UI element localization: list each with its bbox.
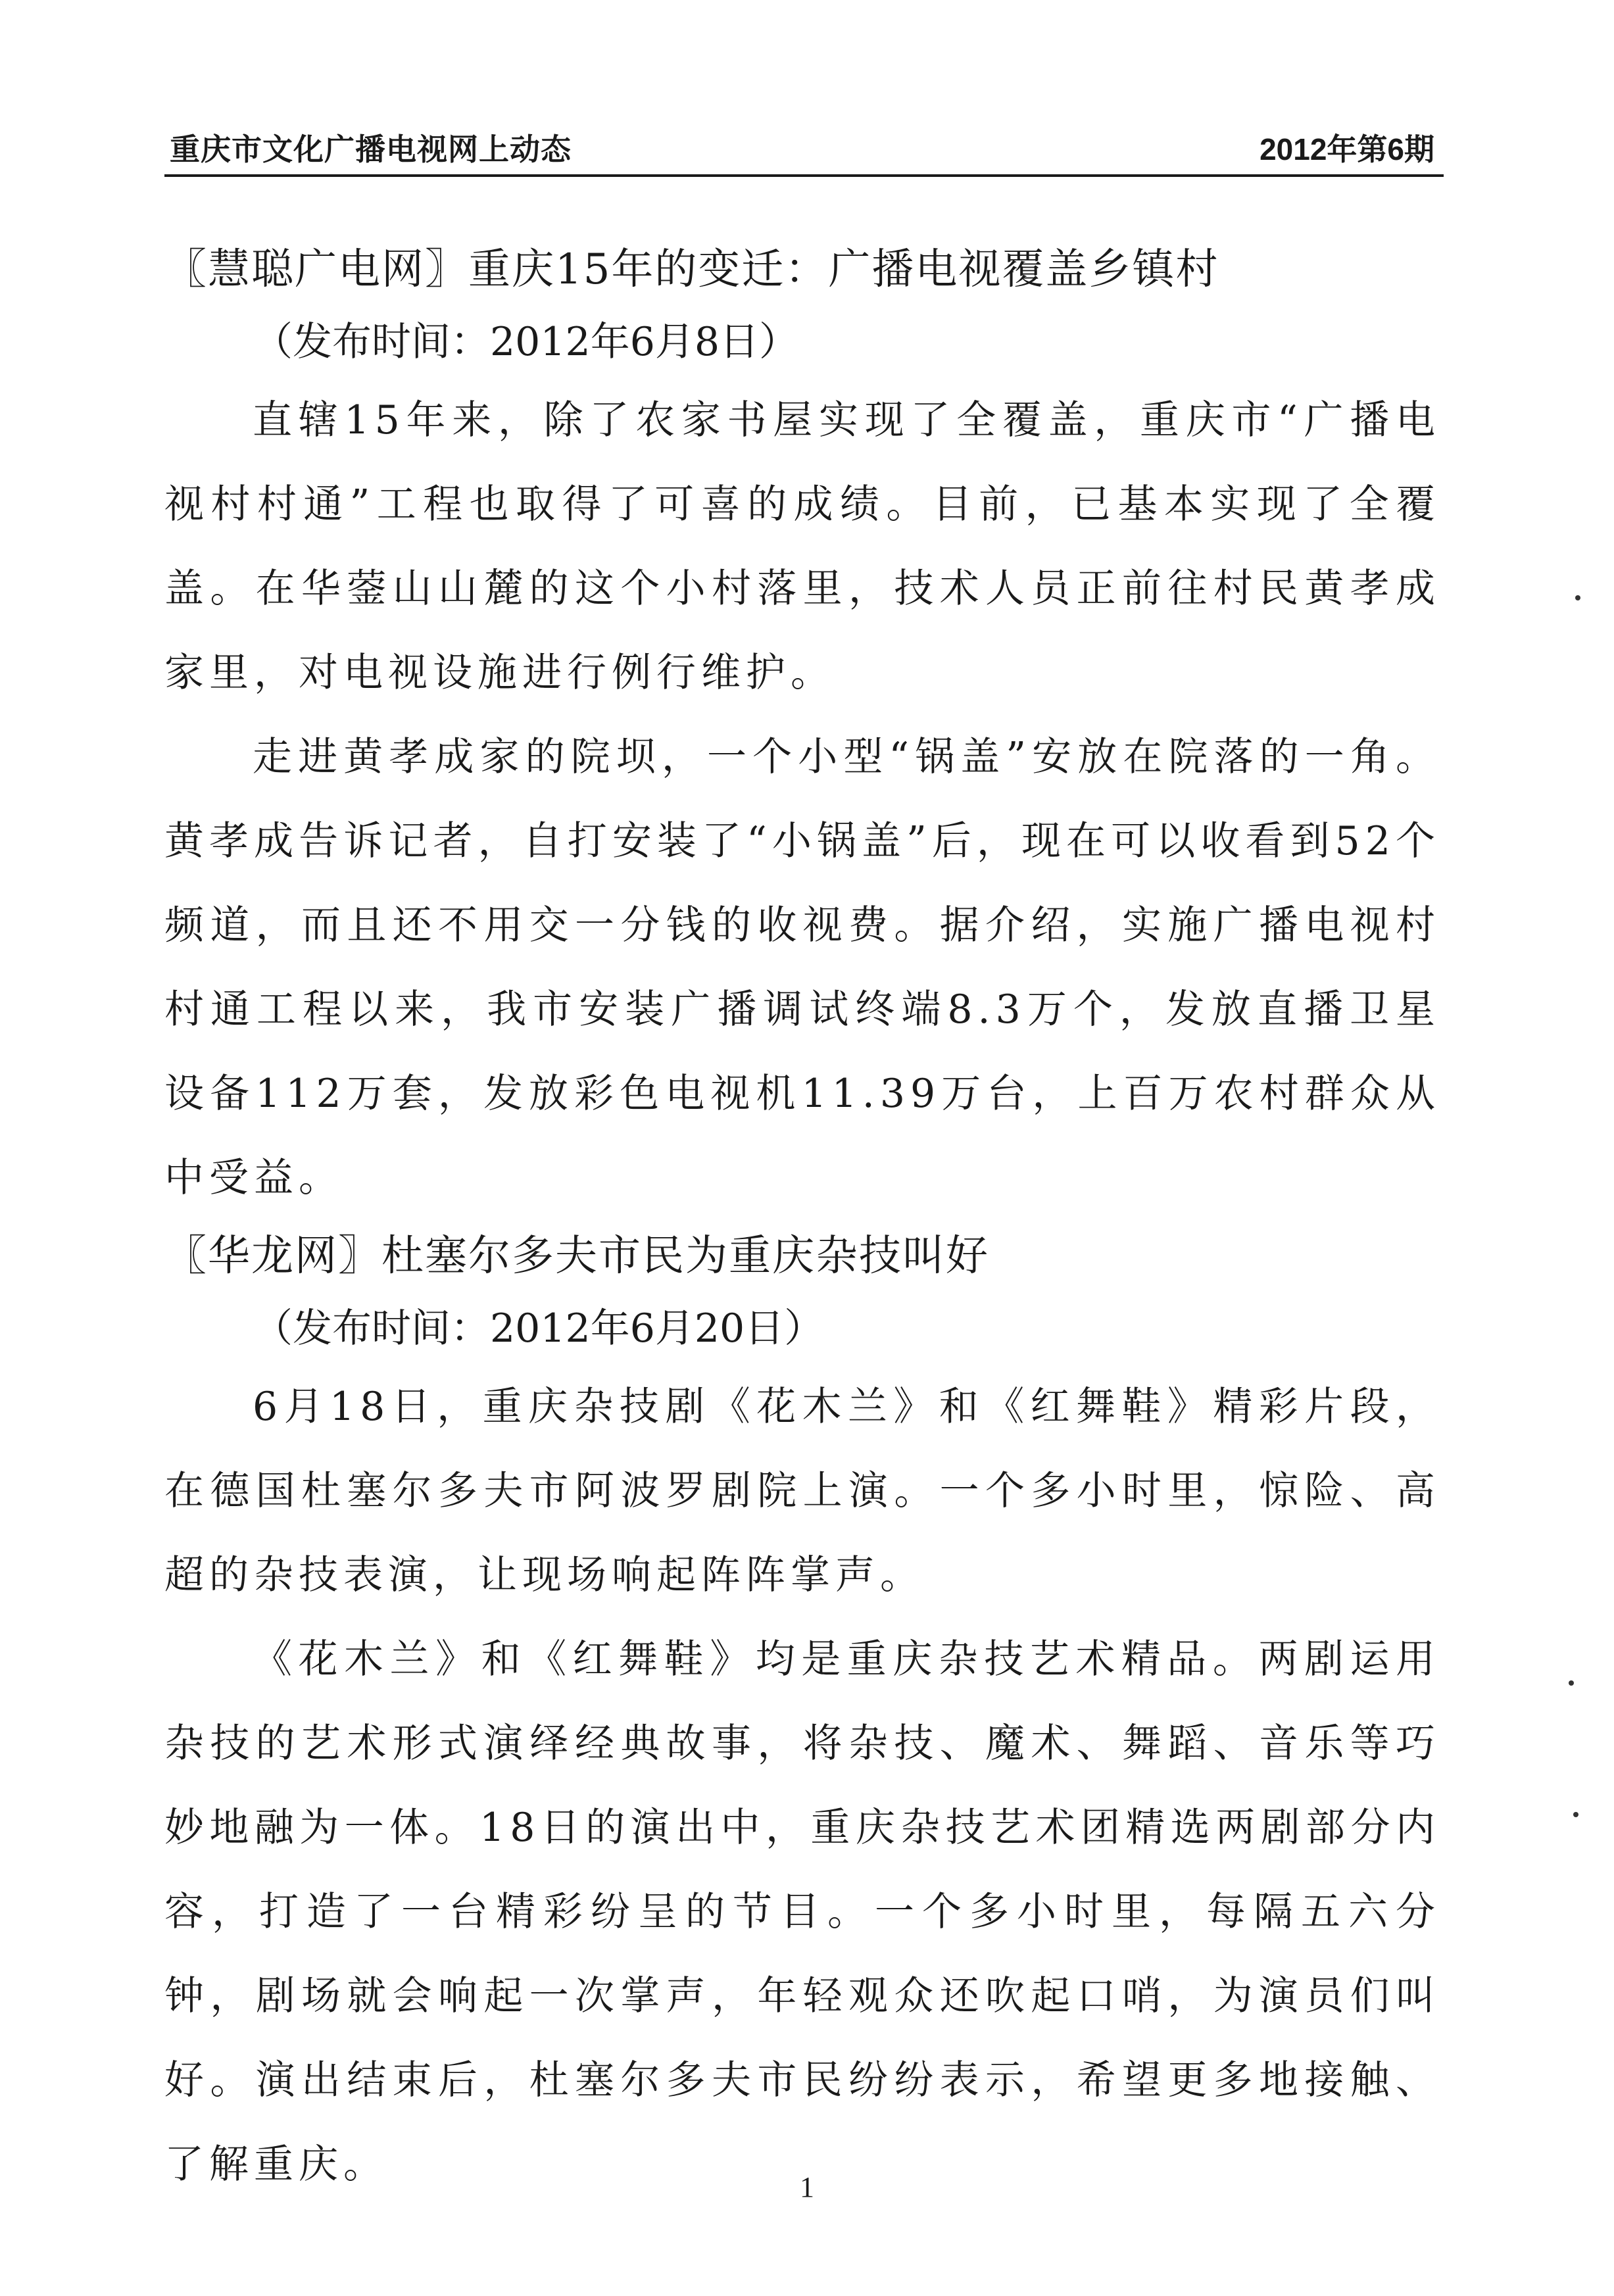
page-header (164, 122, 1444, 177)
article (164, 1220, 1440, 2207)
article (164, 233, 1440, 1220)
article-paragraph: 直辖15年来，除了农家书屋实现了全覆盖，重庆市“广播电视村村通”工程也取得了可喜的成绩。目前，已基本实现了全覆盖。在华蓥山山麓的这个小村落里，技术人员正前往村民黄孝成家里，对电视设施进行例行维护。 (164, 397, 1440, 696)
article-paragraph: 《花木兰》和《红舞鞋》均是重庆杂技艺术精品。两剧运用杂技的艺术形式演绎经典故事，将杂技、魔术、舞蹈、音乐等巧妙地融为一体。18日的演出中，重庆杂技艺术团精选两剧部分内容，打造了一台精彩纷呈的节目。一个多小时里，每隔五六分钟，剧场就会响起一次掌声，年轻观众还吹起口哨，为演员们叫好。演出结束后，杜塞尔多夫市民纷纷表示，希望更多地接触、了解重庆。 (164, 1636, 1440, 2187)
publish-date: （发布时间：2012年6月8日） (253, 319, 799, 365)
scan-speck (1573, 1812, 1578, 1817)
publication-title: 重庆市文化广播电视网上动态 (170, 132, 572, 166)
scan-speck (1575, 595, 1580, 600)
page-number: 1 (800, 2171, 814, 2203)
article-paragraph: 6月18日，重庆杂技剧《花木兰》和《红舞鞋》精彩片段，在德国杜塞尔多夫市阿波罗剧院上演。一个多小时里，惊险、高超的杂技表演，让现场响起阵阵掌声。 (164, 1384, 1440, 1598)
issue-number: 2012年第6期 (1259, 132, 1434, 166)
article-paragraph: 走进黄孝成家的院坝，一个小型“锅盖”安放在院落的一角。黄孝成告诉记者，自打安装了“小锅盖”后，现在可以收看到52个频道，而且还不用交一分钱的收视费。据介绍，实施广播电视村村通工程以来，我市安装广播调试终端8.3万个，发放直播卫星设备112万套，发放彩色电视机11.39万台，上百万农村群众从中受益。 (164, 734, 1440, 1201)
article-headline: 〖华龙网〗杜塞尔多夫市民为重庆杂技叫好 (164, 1232, 989, 1281)
publish-date: （发布时间：2012年6月20日） (253, 1306, 824, 1352)
scan-speck (1569, 1680, 1574, 1686)
article-headline: 〖慧聪广电网〗重庆15年的变迁：广播电视覆盖乡镇村 (164, 245, 1219, 294)
